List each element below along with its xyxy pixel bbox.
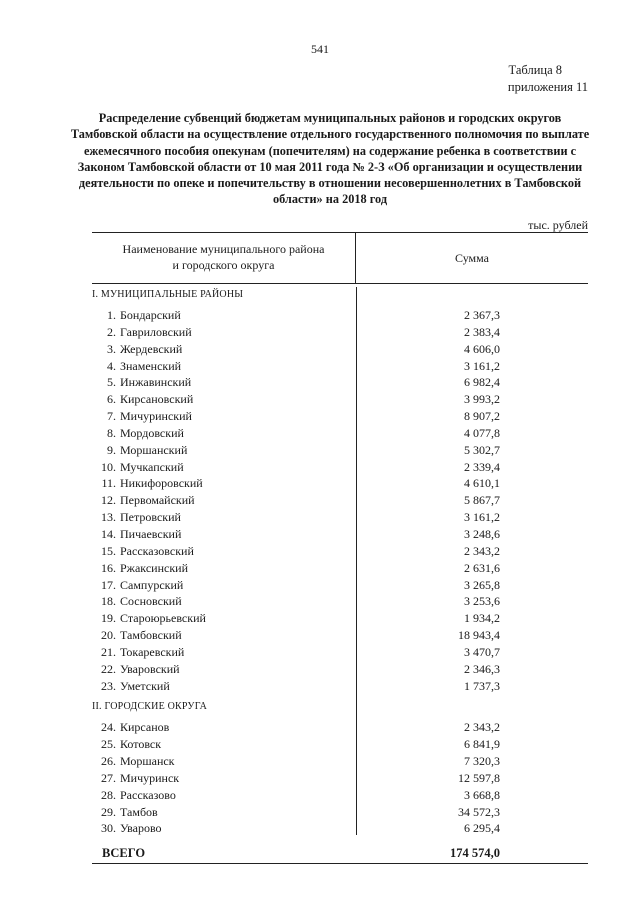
row-name: Кирсанов [120,720,170,735]
row-name: Инжавинский [120,375,192,390]
row-name: Тамбов [120,804,158,819]
table-row [92,307,588,324]
row-number: 19. [101,611,116,626]
table-row [92,408,588,425]
row-value: 3 248,6 [464,526,500,541]
row-number: 13. [101,510,116,525]
row-name: Мичуринск [120,770,180,785]
table-row [92,358,588,375]
row-value: 3 161,2 [464,510,500,525]
table-row [92,820,588,837]
row-value: 7 320,3 [464,754,500,769]
header-sum-cell: Сумма [455,251,489,265]
row-value: 6 841,9 [464,737,500,752]
table-row [92,324,588,341]
table-row [92,661,588,678]
page-number: 541 [311,42,329,56]
table-row [92,526,588,543]
row-value: 4 610,1 [464,476,500,491]
section-city-districts: II. ГОРОДСКИЕ ОКРУГА [92,701,208,713]
row-value: 34 572,3 [458,804,500,819]
row-name: Жердевский [120,341,183,356]
row-number: 10. [101,459,116,474]
table-row [92,770,588,787]
row-number: 4. [107,358,116,373]
row-number: 28. [101,787,116,802]
row-number: 1. [107,308,116,322]
row-number: 17. [101,577,116,592]
row-name: Никифоровский [120,476,203,491]
row-value: 12 597,8 [458,770,500,785]
table-ref-line1: Таблица 8 [508,63,562,77]
row-value: 3 161,2 [464,358,500,373]
table-row [92,475,588,492]
row-value: 2 339,4 [464,459,500,474]
distribution-table [92,232,588,864]
section-municipal-districts: I. МУНИЦИПАЛЬНЫЕ РАЙОНЫ [92,289,244,300]
table-row [92,425,588,442]
row-value: 2 343,2 [464,543,500,558]
row-name: Токаревский [120,644,185,659]
row-name: Уметский [120,678,170,693]
cities-list [92,719,588,837]
row-name: Моршанск [120,754,175,769]
row-name: Уваровский [120,661,180,676]
table-row [92,492,588,509]
row-value: 1 934,2 [464,611,500,626]
table-row [92,577,588,594]
row-value: 5 302,7 [464,442,500,457]
total-label: ВСЕГО [102,846,146,861]
row-name: Староюрьевский [120,611,206,626]
row-name: Сампурский [120,577,184,592]
row-name: Ржаксинский [120,560,188,575]
table-header [92,232,588,284]
districts-list [92,307,588,694]
row-value: 18 943,4 [458,628,500,643]
row-number: 5. [107,375,116,390]
row-number: 8. [107,425,116,440]
row-value: 3 668,8 [464,787,500,802]
row-number: 9. [107,442,116,457]
row-number: 29. [101,804,116,819]
units-label: тыс. рублей [528,218,588,232]
row-value: 2 631,6 [464,560,500,575]
row-number: 6. [107,392,116,407]
row-value: 6 295,4 [464,821,500,836]
row-number: 11. [101,476,116,491]
row-number: 22. [101,661,116,676]
row-name: Тамбовский [120,628,182,643]
row-value: 1 737,3 [464,678,500,693]
row-name: Рассказовский [120,543,194,558]
row-number: 26. [101,754,116,769]
row-number: 23. [101,678,116,693]
table-row [92,543,588,560]
table-row [92,374,588,391]
row-value: 3 470,7 [464,644,500,659]
table-row [92,736,588,753]
row-value: 3 993,2 [464,392,500,407]
row-value: 2 343,2 [464,720,500,735]
table-row [92,560,588,577]
row-name: Петровский [120,510,181,525]
header-name-line1: Наименование муниципального района [122,242,325,256]
row-value: 2 383,4 [464,324,500,339]
row-name: Рассказово [120,787,176,802]
table-row [92,753,588,770]
row-number: 14. [101,526,116,541]
row-value: 3 265,8 [464,577,500,592]
table-row [92,610,588,627]
row-name: Мучкапский [120,459,184,474]
table-row [92,341,588,358]
table-row [92,442,588,459]
row-name: Сосновский [120,594,182,609]
row-number: 25. [101,737,116,752]
row-number: 21. [101,644,116,659]
row-name: Знаменский [120,358,182,373]
row-name: Пичаевский [120,526,182,541]
row-number: 24. [101,720,116,735]
row-name: Котовск [120,737,162,752]
row-value: 4 077,8 [464,425,500,440]
row-value: 2 367,3 [464,308,500,322]
row-number: 18. [101,594,116,609]
row-name: Гавриловский [120,324,192,339]
row-number: 2. [107,324,116,339]
row-value: 2 346,3 [464,661,500,676]
table-row [92,787,588,804]
table-row [92,644,588,661]
row-name: Мичуринский [120,409,192,424]
table-row [92,391,588,408]
row-name: Мордовский [120,425,184,440]
row-value: 4 606,0 [464,341,500,356]
row-name: Моршанский [120,442,188,457]
table-row [92,804,588,821]
table-row [92,627,588,644]
total-row [92,843,588,864]
table-body [92,287,588,864]
total-value: 174 574,0 [450,846,500,861]
table-ref-line2: приложения 11 [507,80,588,94]
table-row [92,459,588,476]
row-number: 27. [101,770,116,785]
row-number: 12. [101,493,116,508]
row-name: Кирсановский [120,392,194,407]
row-value: 8 907,2 [464,409,500,424]
table-row [92,509,588,526]
table-row [92,593,588,610]
header-name-line2: и городского округа [172,258,275,272]
row-name: Первомайский [120,493,195,508]
row-number: 16. [101,560,116,575]
row-value: 5 867,7 [464,493,500,508]
row-number: 7. [107,409,116,424]
row-value: 6 982,4 [464,375,500,390]
row-name: Бондарский [120,308,181,322]
header-name-cell [92,233,356,283]
row-number: 15. [101,543,116,558]
row-number: 3. [107,341,116,356]
row-number: 30. [101,821,116,836]
row-number: 20. [101,628,116,643]
document-title: Распределение субвенций бюджетам муниципальных районов и городских округов Тамбовской области на осуществление отдельного государственного полномочия по выплате ежемесячного пособия опекунам (попечителям) на содержание ребенка в соответствии с Законом Тамбовской области от 10 мая 2011 года № 2-З «Об организации и осуществлении деятельности по опеке и попечительству в отношении несовершеннолетних в Тамбовской области» на 2018 год [70,111,590,207]
row-name: Уварово [120,821,162,836]
table-row [92,678,588,695]
table-row [92,719,588,736]
row-value: 3 253,6 [464,594,500,609]
